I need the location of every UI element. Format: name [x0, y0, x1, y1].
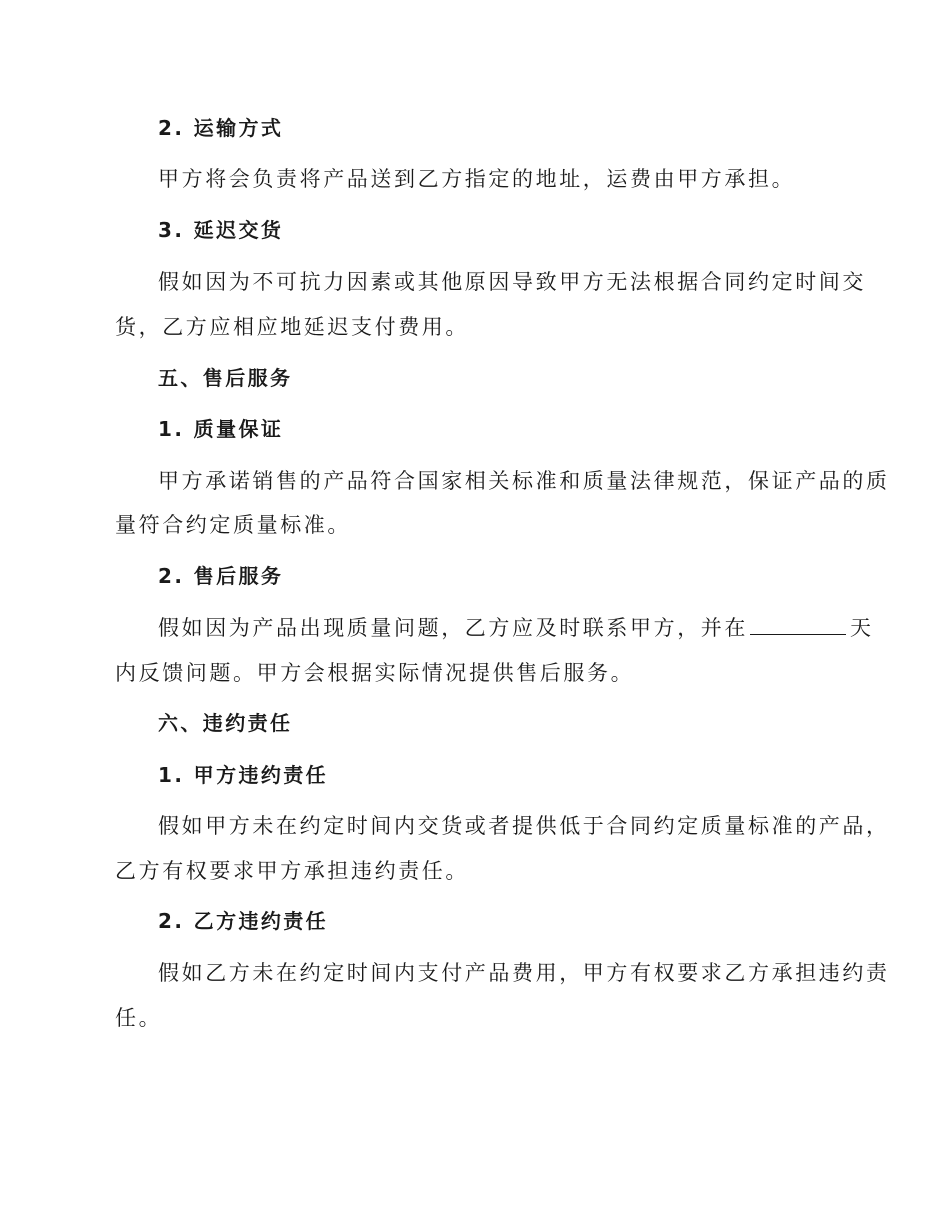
section-heading-delay: 3. 延迟交货: [158, 218, 284, 242]
paragraph-party-a-line-1: 假如甲方未在约定时间内交货或者提供低于合同约定质量标准的产品，: [158, 814, 890, 838]
paragraph-service-line-1: [158, 613, 874, 643]
paragraph-quality-line-2: 量符合约定质量标准。: [115, 513, 351, 537]
section-heading-transport: 2. 运输方式: [158, 116, 284, 140]
paragraph-party-b-line-2: 任。: [115, 1006, 163, 1030]
paragraph-delay-line-2: 货，乙方应相应地延迟支付费用。: [115, 315, 469, 339]
section-heading-service: 2. 售后服务: [158, 564, 284, 588]
paragraph-delay-line-1: 假如因为不可抗力因素或其他原因导致甲方无法根据合同约定时间交: [158, 270, 866, 294]
section-heading-party-b-breach: 2. 乙方违约责任: [158, 909, 329, 933]
paragraph-party-b-line-1: 假如乙方未在约定时间内支付产品费用，甲方有权要求乙方承担违约责: [158, 961, 890, 985]
paragraph-party-a-line-2: 乙方有权要求甲方承担违约责任。: [115, 859, 469, 883]
service-text-after-blank: 天: [850, 616, 874, 640]
paragraph-transport-line-1: 甲方将会负责将产品送到乙方指定的地址，运费由甲方承担。: [158, 167, 796, 191]
days-blank-field: [750, 614, 846, 635]
service-text-before-blank: 假如因为产品出现质量问题，乙方应及时联系甲方，并在: [158, 616, 748, 640]
paragraph-service-line-2: 内反馈问题。甲方会根据实际情况提供售后服务。: [115, 661, 635, 685]
paragraph-quality-line-1: 甲方承诺销售的产品符合国家相关标准和质量法律规范，保证产品的质: [158, 469, 890, 493]
chapter-heading-after-sales: 五、售后服务: [158, 366, 293, 390]
section-heading-party-a-breach: 1. 甲方违约责任: [158, 763, 329, 787]
section-heading-quality: 1. 质量保证: [158, 417, 284, 441]
chapter-heading-breach: 六、违约责任: [158, 711, 293, 735]
